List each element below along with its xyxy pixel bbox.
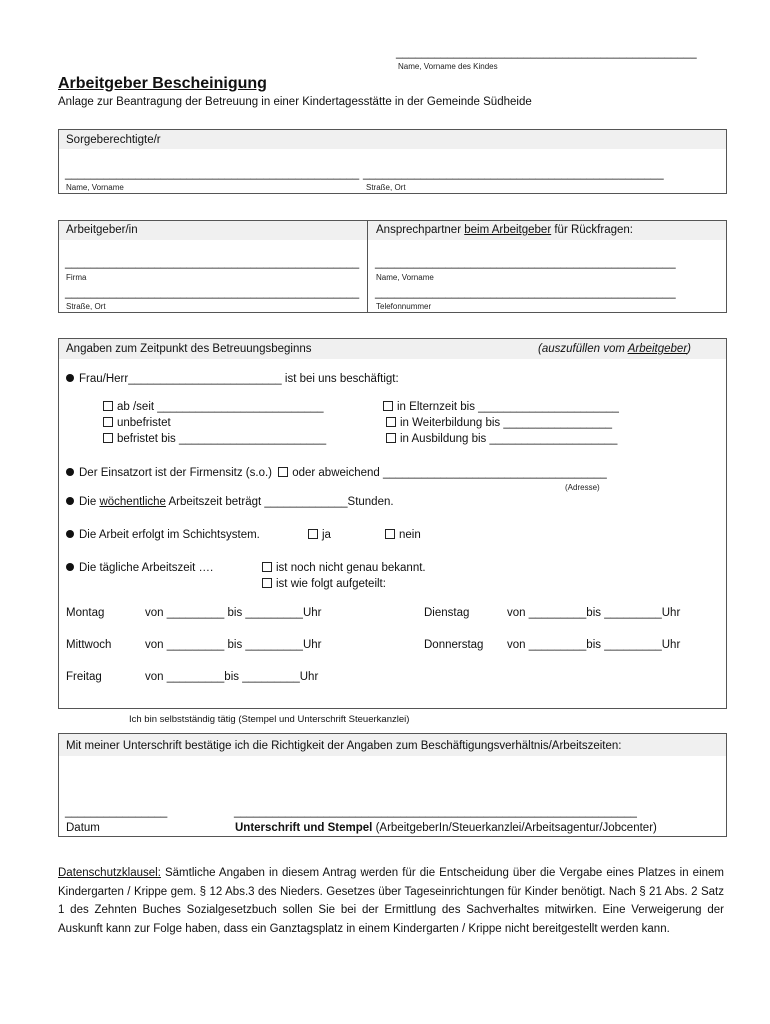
day-label: Dienstag [424, 607, 470, 619]
shift-no-option[interactable]: nein [385, 529, 421, 541]
checkbox-icon[interactable] [103, 417, 113, 427]
ausbildung-option[interactable]: in Ausbildung bis ____________________ [386, 433, 617, 445]
contact-name-label: Name, Vorname [376, 273, 434, 282]
ab-seit-option[interactable]: ab /seit __________________________ [103, 401, 324, 413]
bullet-icon [66, 374, 74, 382]
abweichend-field[interactable]: oder abweichend ___________________________________ [292, 467, 607, 479]
page-title: Arbeitgeber Bescheinigung [58, 75, 267, 92]
checkbox-icon[interactable] [103, 401, 113, 411]
day-time-field[interactable]: von _________ bis _________Uhr [145, 607, 322, 619]
details-heading: Angaben zum Zeitpunkt des Betreuungsbeginns [66, 343, 312, 355]
contact-name-field[interactable]: _______________________________________________ [375, 257, 676, 269]
adresse-label: (Adresse) [565, 483, 600, 492]
day-time-field[interactable]: von _________ bis _________Uhr [145, 639, 322, 651]
guardian-name-field[interactable]: ______________________________________________ [65, 168, 360, 180]
signature-heading: Mit meiner Unterschrift bestätige ich die Richtigkeit der Angaben zum Beschäftigungsverhältnis/Arbeitszeiten: [66, 740, 622, 752]
child-name-label: Name, Vorname des Kindes [398, 62, 498, 71]
guardian-name-label: Name, Vorname [66, 183, 124, 192]
bullet-icon [66, 468, 74, 476]
details-note: (auszufüllen vom Arbeitgeber) [538, 343, 692, 355]
signature-field[interactable]: _______________________________________________________________ [234, 806, 637, 818]
day-time-field[interactable]: von _________bis _________Uhr [507, 607, 681, 619]
split-option[interactable]: ist wie folgt aufgeteilt: [262, 578, 386, 590]
checkbox-icon[interactable] [383, 401, 393, 411]
employer-heading: Arbeitgeber/in [66, 224, 138, 236]
checkbox-icon[interactable] [386, 417, 396, 427]
self-employed-note: Ich bin selbstständig tätig (Stempel und Unterschrift Steuerkanzlei) [129, 714, 410, 725]
day-label: Mittwoch [66, 639, 112, 651]
checkbox-icon[interactable] [385, 529, 395, 539]
frau-herr-field[interactable]: Frau/Herr________________________ ist bei uns beschäftigt: [66, 373, 399, 385]
day-label: Donnerstag [424, 639, 484, 651]
employer-divider [367, 220, 368, 313]
guardian-street-field[interactable]: _______________________________________________ [363, 168, 664, 180]
page-subtitle: Anlage zur Beantragung der Betreuung in einer Kindertagesstätte in der Gemeinde Südheide [58, 96, 532, 108]
checkbox-icon[interactable] [262, 562, 272, 572]
employer-street-label: Straße, Ort [66, 302, 106, 311]
weiterbildung-option[interactable]: in Weiterbildung bis _________________ [386, 417, 612, 429]
day-label: Montag [66, 607, 105, 619]
checkbox-icon[interactable] [262, 578, 272, 588]
phone-label: Telefonnummer [376, 302, 432, 311]
day-label: Freitag [66, 671, 102, 683]
firm-label: Firma [66, 273, 87, 282]
guardian-street-label: Straße, Ort [366, 183, 406, 192]
befristet-option[interactable]: befristet bis _______________________ [103, 433, 326, 445]
signature-label: Unterschrift und Stempel (ArbeitgeberIn/Steuerkanzlei/Arbeitsagentur/Jobcenter) [235, 822, 657, 834]
day-time-field[interactable]: von _________bis _________Uhr [145, 671, 319, 683]
phone-field[interactable]: _______________________________________________ [375, 287, 676, 299]
bullet-icon [66, 497, 74, 505]
daily-hours-question: Die tägliche Arbeitszeit …. [66, 562, 213, 574]
privacy-clause: Datenschutzklausel: Sämtliche Angaben in diesem Antrag werden für die Entscheidung über die Vergabe eines Platzes in einem Kindergarten / Krippe gem. § 12 Abs.3 des Nieders. Gesetzes über Tageseinrichtungen für Kinder benötigt. Nach § 21 Abs. 2 Satz 1 des Zehnten Buches Sozialgesetzbuch sollen Sie bei der Ermittlung des Sachverhaltes mitwirken. Eine Verweigerung der Auskunft kann zur Folge haben, dass ein Ganztagsplatz in einem Kindergarten / Krippe nicht bereitgestellt werden kann. [58, 867, 724, 935]
guardian-heading: Sorgeberechtigte/r [66, 134, 161, 146]
child-name-line[interactable]: _______________________________________________ [396, 47, 697, 59]
shift-yes-option[interactable]: ja [308, 529, 331, 541]
date-field[interactable]: ________________ [65, 806, 168, 818]
not-known-option[interactable]: ist noch nicht genau bekannt. [262, 562, 426, 574]
unbefristet-option[interactable]: unbefristet [103, 417, 171, 429]
elternzeit-option[interactable]: in Elternzeit bis ______________________ [383, 401, 619, 413]
day-time-field[interactable]: von _________bis _________Uhr [507, 639, 681, 651]
bullet-icon [66, 530, 74, 538]
firm-field[interactable]: ______________________________________________ [65, 257, 360, 269]
checkbox-icon[interactable] [278, 467, 288, 477]
details-box [58, 338, 727, 709]
einsatzort-row: Der Einsatzort ist der Firmensitz (s.o.) oder abweichend ___________________________________ [66, 467, 607, 479]
shift-question: Die Arbeit erfolgt im Schichtsystem. [66, 529, 260, 541]
bullet-icon [66, 563, 74, 571]
checkbox-icon[interactable] [103, 433, 113, 443]
contact-heading: Ansprechpartner beim Arbeitgeber für Rückfragen: [376, 224, 633, 236]
date-label: Datum [66, 822, 100, 834]
checkbox-icon[interactable] [386, 433, 396, 443]
weekly-hours-field[interactable]: Die wöchentliche Arbeitszeit beträgt _____________Stunden. [66, 496, 394, 508]
checkbox-icon[interactable] [308, 529, 318, 539]
employer-street-field[interactable]: ______________________________________________ [65, 287, 360, 299]
